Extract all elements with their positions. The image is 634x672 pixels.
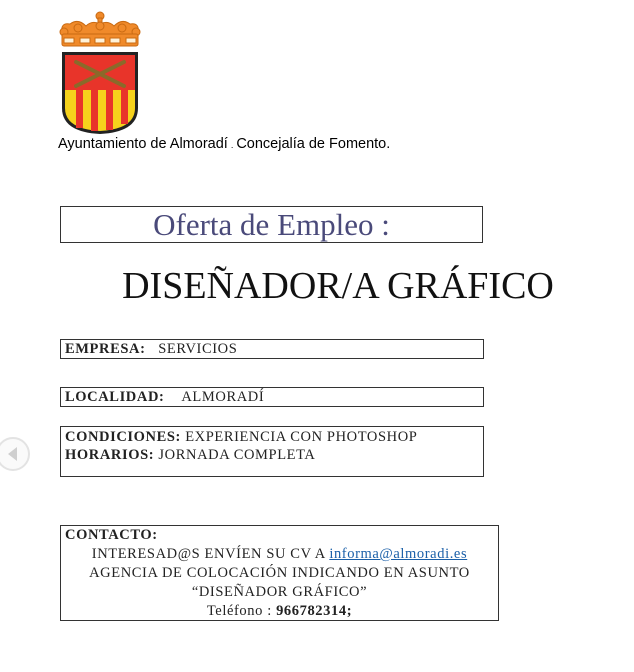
- contact-line-2: AGENCIA DE COLOCACIÓN INDICANDO EN ASUNTO: [89, 565, 470, 581]
- condiciones-value: EXPERIENCIA CON PHOTOSHOP: [185, 429, 418, 445]
- localidad-field: [60, 387, 484, 407]
- org-separator: .: [230, 140, 234, 150]
- offer-heading-box: [60, 206, 483, 243]
- contact-email-link[interactable]: informa@almoradi.es: [329, 546, 468, 562]
- contact-line-3: “DISEÑADOR GRÁFICO”: [191, 584, 368, 600]
- contact-line-1-text: INTERESAD@S ENVÍEN SU CV A: [91, 546, 326, 562]
- job-title: DISEÑADOR/A GRÁFICO: [122, 265, 554, 307]
- contact-box: [60, 525, 499, 621]
- prev-page-button[interactable]: [0, 437, 30, 471]
- localidad-value: ALMORADÍ: [181, 389, 265, 405]
- localidad-label: LOCALIDAD:: [65, 389, 165, 405]
- empresa-label: EMPRESA:: [65, 341, 146, 357]
- phone-number: 966782314;: [276, 603, 353, 619]
- conditions-field: [60, 426, 484, 477]
- organization-line: [58, 136, 390, 152]
- phone-label: Teléfono :: [206, 603, 272, 619]
- coat-of-arms-icon: [56, 10, 144, 136]
- department-name: Concejalía de Fomento.: [236, 136, 391, 152]
- contact-phone: [65, 602, 494, 621]
- empresa-value: SERVICIOS: [158, 341, 238, 357]
- chevron-left-icon: [8, 447, 17, 461]
- condiciones-label: CONDICIONES:: [65, 429, 181, 445]
- horarios-label: HORARIOS:: [65, 447, 155, 463]
- horarios-value: JORNADA COMPLETA: [158, 447, 316, 463]
- empresa-field: [60, 339, 484, 359]
- contact-label: CONTACTO:: [65, 527, 158, 543]
- contact-line-1: [65, 545, 494, 564]
- offer-heading: Oferta de Empleo :: [153, 207, 390, 242]
- org-name: Ayuntamiento de Almoradí: [58, 136, 228, 152]
